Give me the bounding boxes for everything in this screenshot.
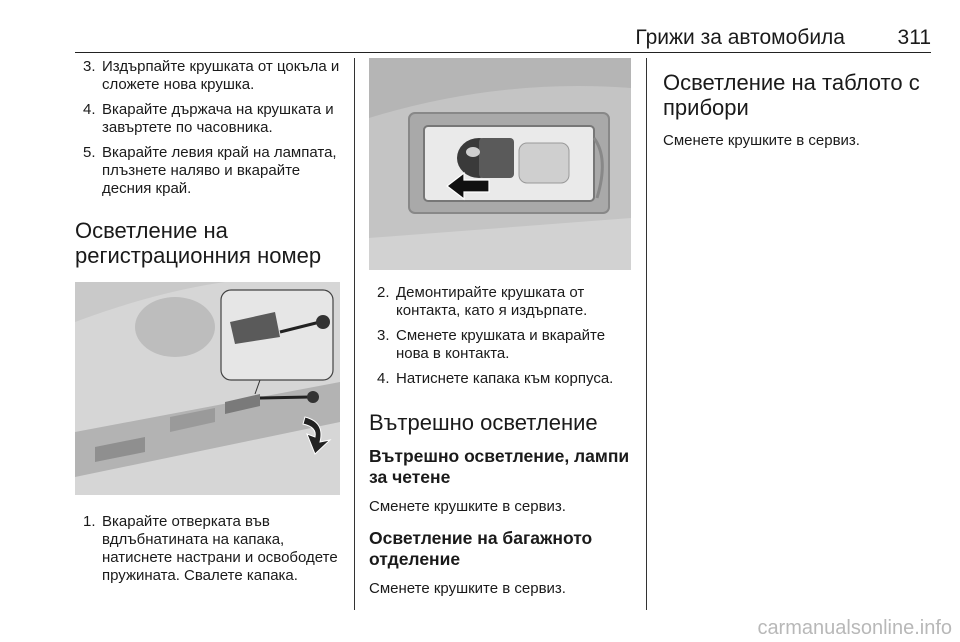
steps-list-top bbox=[75, 58, 340, 198]
watermark: carmanualsonline.info bbox=[757, 617, 952, 639]
header-title: Грижи за автомобила bbox=[635, 26, 845, 49]
steps-list-bottom bbox=[75, 513, 340, 585]
list-item: 3. Издърпайте крушката от цокъла и сложете нова крушка. bbox=[83, 58, 340, 93]
column-divider-2 bbox=[646, 58, 647, 610]
trunk-lighting-text: Сменете крушките в сервиз. bbox=[369, 580, 566, 597]
bulb-removal-illustration bbox=[369, 58, 631, 270]
steps-list bbox=[369, 284, 631, 388]
list-item: 4. Вкарайте държача на крушката и завъртете по часовника. bbox=[83, 101, 334, 136]
reading-lamps-text: Сменете крушките в сервиз. bbox=[369, 498, 566, 515]
section-heading-interior: Вътрешно осветление bbox=[369, 410, 598, 435]
page-header bbox=[75, 22, 931, 53]
column-1 bbox=[75, 58, 340, 592]
page-number: 311 bbox=[897, 26, 931, 49]
list-item: 3. Сменете крушката и вкарайте нова в контакта. bbox=[377, 327, 606, 362]
list-item: 4. Натиснете капака към корпуса. bbox=[377, 370, 614, 387]
instrument-panel-text: Сменете крушките в сервиз. bbox=[663, 132, 860, 149]
section-heading-license-plate: Осветление на регистрационния номер bbox=[75, 218, 322, 268]
license-plate-lamp-illustration bbox=[75, 282, 340, 495]
section-heading-instrument-panel: Осветление на таблото с прибори bbox=[663, 70, 920, 120]
subheading-trunk-lighting: Осветление на багажното отделение bbox=[369, 528, 593, 569]
subheading-reading-lamps: Вътрешно осветление, лампи за четене bbox=[369, 446, 630, 487]
column-3 bbox=[663, 58, 931, 150]
list-item: 1. Вкарайте отверката във вдлъбнатината на капака, натиснете настрани и освободете пружината. Свалете капака. bbox=[83, 513, 338, 584]
list-item: 2. Демонтирайте крушката от контакта, като я издърпате. bbox=[377, 284, 588, 319]
bulb-removal-drawing bbox=[369, 58, 631, 270]
column-divider-1 bbox=[354, 58, 355, 610]
license-plate-lamp-drawing bbox=[75, 282, 340, 495]
list-item: 5. Вкарайте левия край на лампата, плъзнете наляво и вкарайте десния край. bbox=[83, 144, 337, 197]
column-2 bbox=[369, 58, 631, 598]
